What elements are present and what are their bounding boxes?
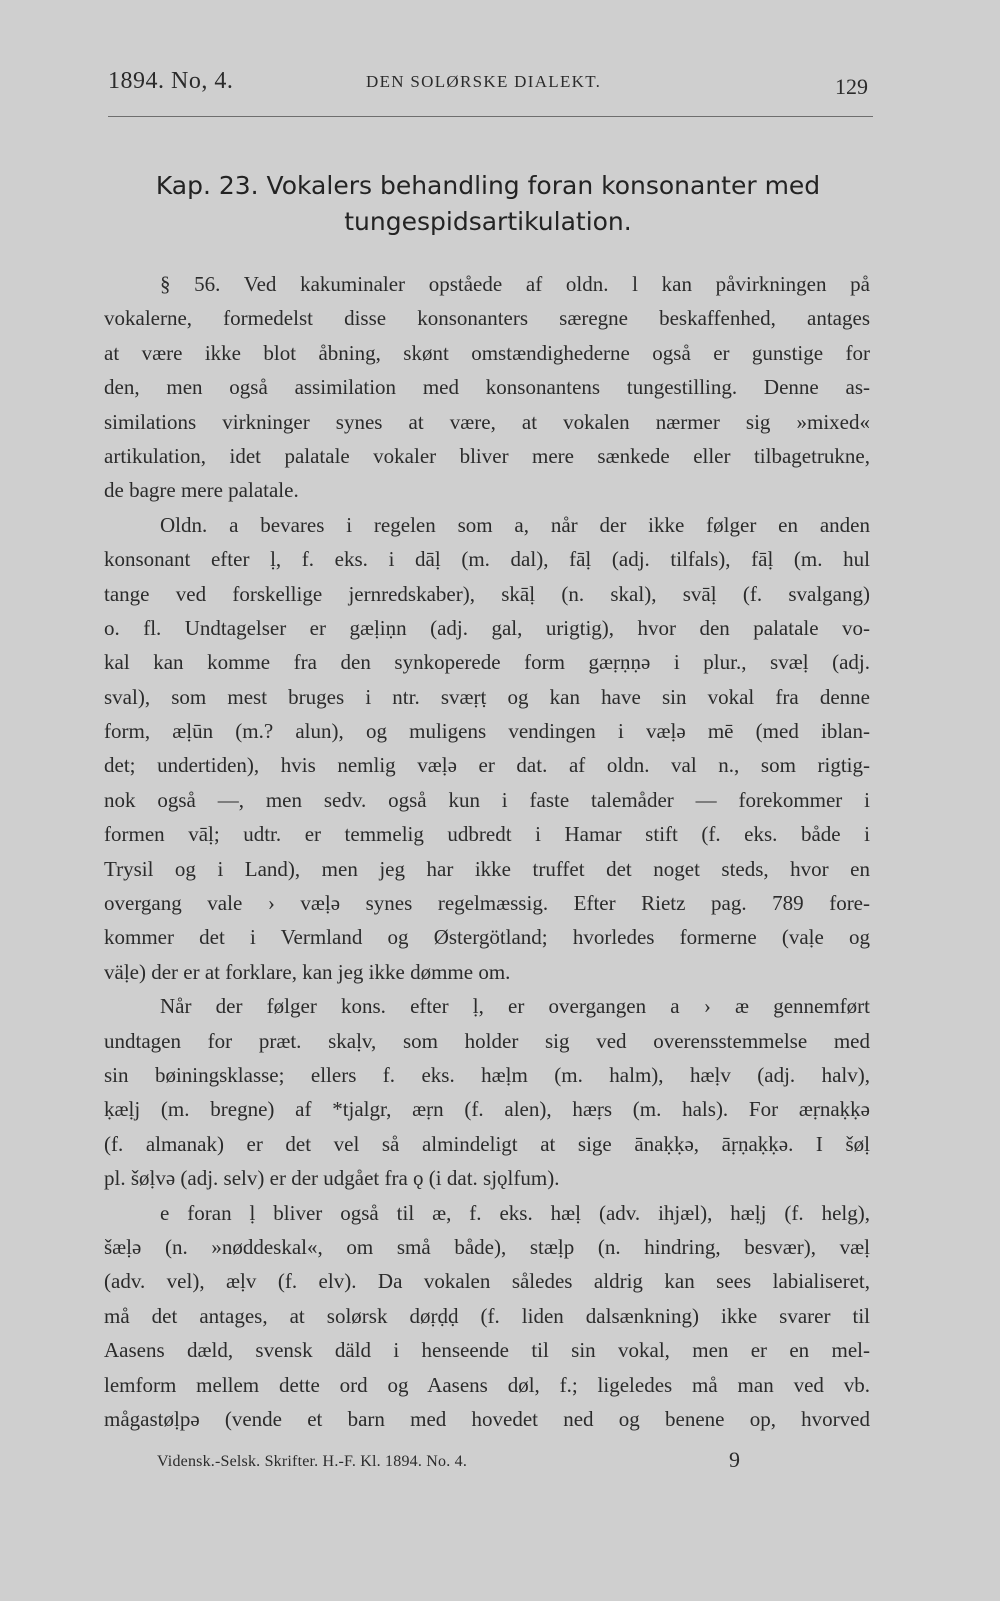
text-line: form, æḷūn (m.? alun), og muligens vendingen i væḷə mē (med iblan- xyxy=(104,719,870,744)
text-line: kal kan komme fra den synkoperede form gæṛṇṇə i plur., svæḷ (adj. xyxy=(104,650,870,675)
text-line: ḳæḷj (m. bregne) af *tjalgr, æṛn (f. alen), hæṛs (m. hals). For æṛnaḳḳə xyxy=(104,1097,870,1122)
chapter-heading xyxy=(108,168,868,240)
text-line: artikulation, idet palatale vokaler bliver mere sænkede eller tilbagetrukne, xyxy=(104,443,870,468)
text-line: Trysil og i Land), men jeg har ikke truffet det noget steds, hvor en xyxy=(104,856,870,881)
text-line: formen vāḷ; udtr. er temmelig udbredt i Hamar stift (f. eks. både i xyxy=(104,822,870,847)
text-line: mågastøḷpə (vende et barn med hovedet ned og benene op, hvorved xyxy=(104,1406,870,1431)
text-line: sin bøiningsklasse; ellers f. eks. hæḷm (m. halm), hæḷv (adj. halv), xyxy=(104,1062,870,1087)
text-line: (adv. vel), æḷv (f. elv). Da vokalen således aldrig kan sees labialiseret, xyxy=(104,1269,870,1294)
issue-label: 1894. No, 4. xyxy=(108,68,234,94)
text-line: šæḷə (n. »nøddeskal«, om små både), stæḷp (n. hindring, besvær), væḷ xyxy=(104,1234,870,1259)
signature-mark: 9 xyxy=(729,1447,740,1472)
header-rule xyxy=(108,116,873,117)
text-line: Aasens dæld, svensk däld i henseende til sin vokal, men er en mel- xyxy=(104,1338,870,1363)
page-footer xyxy=(157,1447,777,1477)
text-line: (f. almanak) er det vel så almindeligt at sige ānaḳḳə, āṛṇaḳḳə. I šøḷ xyxy=(104,1131,870,1156)
running-head xyxy=(108,68,868,100)
page-number: 129 xyxy=(835,74,868,99)
footer-imprint: Vidensk.-Selsk. Skrifter. H.-F. Kl. 1894. No. 4. xyxy=(157,1453,468,1470)
text-line: Når der følger kons. efter ḷ, er overgangen a › æ gennemført xyxy=(160,994,870,1019)
text-line: o. fl. Undtagelser er gæḷiṇn (adj. gal, urigtig), hvor den palatale vo- xyxy=(104,615,870,640)
body-text xyxy=(104,267,870,1436)
chapter-heading-line-1: Kap. 23. Vokalers behandling foran konsonanter med xyxy=(155,171,821,200)
text-line: similations virkninger synes at være, at vokalen nærmer sig »mixed« xyxy=(104,409,870,434)
text-line: nok også —, men sedv. også kun i faste talemåder — forekommer i xyxy=(104,787,870,812)
text-line: overgang vale › væḷə synes regelmæssig. Efter Rietz pag. 789 fore- xyxy=(104,891,870,916)
text-line: e foran ḷ bliver også til æ, f. eks. hæḷ (adv. ihjæl), hæḷj (f. helg), xyxy=(160,1200,870,1225)
text-line: må det antages, at solørsk døṛḍḍ (f. liden dalsænkning) ikke svarer til xyxy=(104,1303,870,1328)
text-line: de bagre mere palatale. xyxy=(104,478,299,503)
chapter-heading-line-2: tungespidsartikulation. xyxy=(344,207,632,236)
text-line: det; undertiden), hvis nemlig væḷə er dat. af oldn. val n., som rigtig- xyxy=(104,753,870,778)
text-line: väḷe) der er at forklare, kan jeg ikke dømme om. xyxy=(104,959,511,984)
text-line: Oldn. a bevares i regelen som a, når der ikke følger en anden xyxy=(160,512,870,537)
text-line: undtagen for præt. skaḷv, som holder sig ved overensstemmelse med xyxy=(104,1028,870,1053)
text-line: pl. šøḷvə (adj. selv) er der udgået fra ǫ (i dat. sjǫlfum). xyxy=(104,1166,560,1191)
text-line: kommer det i Vermland og Østergötland; hvorledes formerne (vaḷe og xyxy=(104,925,870,950)
text-line: tange ved forskellige jernredskaber), skāḷ (n. skal), svāḷ (f. svalgang) xyxy=(104,581,870,606)
text-line: den, men også assimilation med konsonantens tungestilling. Denne as- xyxy=(104,375,870,400)
text-line: konsonant efter ḷ, f. eks. i dāḷ (m. dal), fāḷ (adj. tilfals), fāḷ (m. hul xyxy=(104,547,870,572)
text-line: § 56. Ved kakuminaler opståede af oldn. l kan påvirkningen på xyxy=(160,272,870,296)
text-line: lemform mellem dette ord og Aasens døl, f.; ligeledes må man ved vb. xyxy=(104,1372,870,1397)
text-line: sval), som mest bruges i ntr. svæṛṭ og kan have sin vokal fra denne xyxy=(104,684,870,709)
text-line: vokalerne, formedelst disse konsonanters særegne beskaffenhed, antages xyxy=(104,306,870,331)
text-line: at være ikke blot åbning, skønt omstændighederne også er gunstige for xyxy=(104,340,870,365)
journal-title: DEN SOLØRSKE DIALEKT. xyxy=(366,72,602,91)
